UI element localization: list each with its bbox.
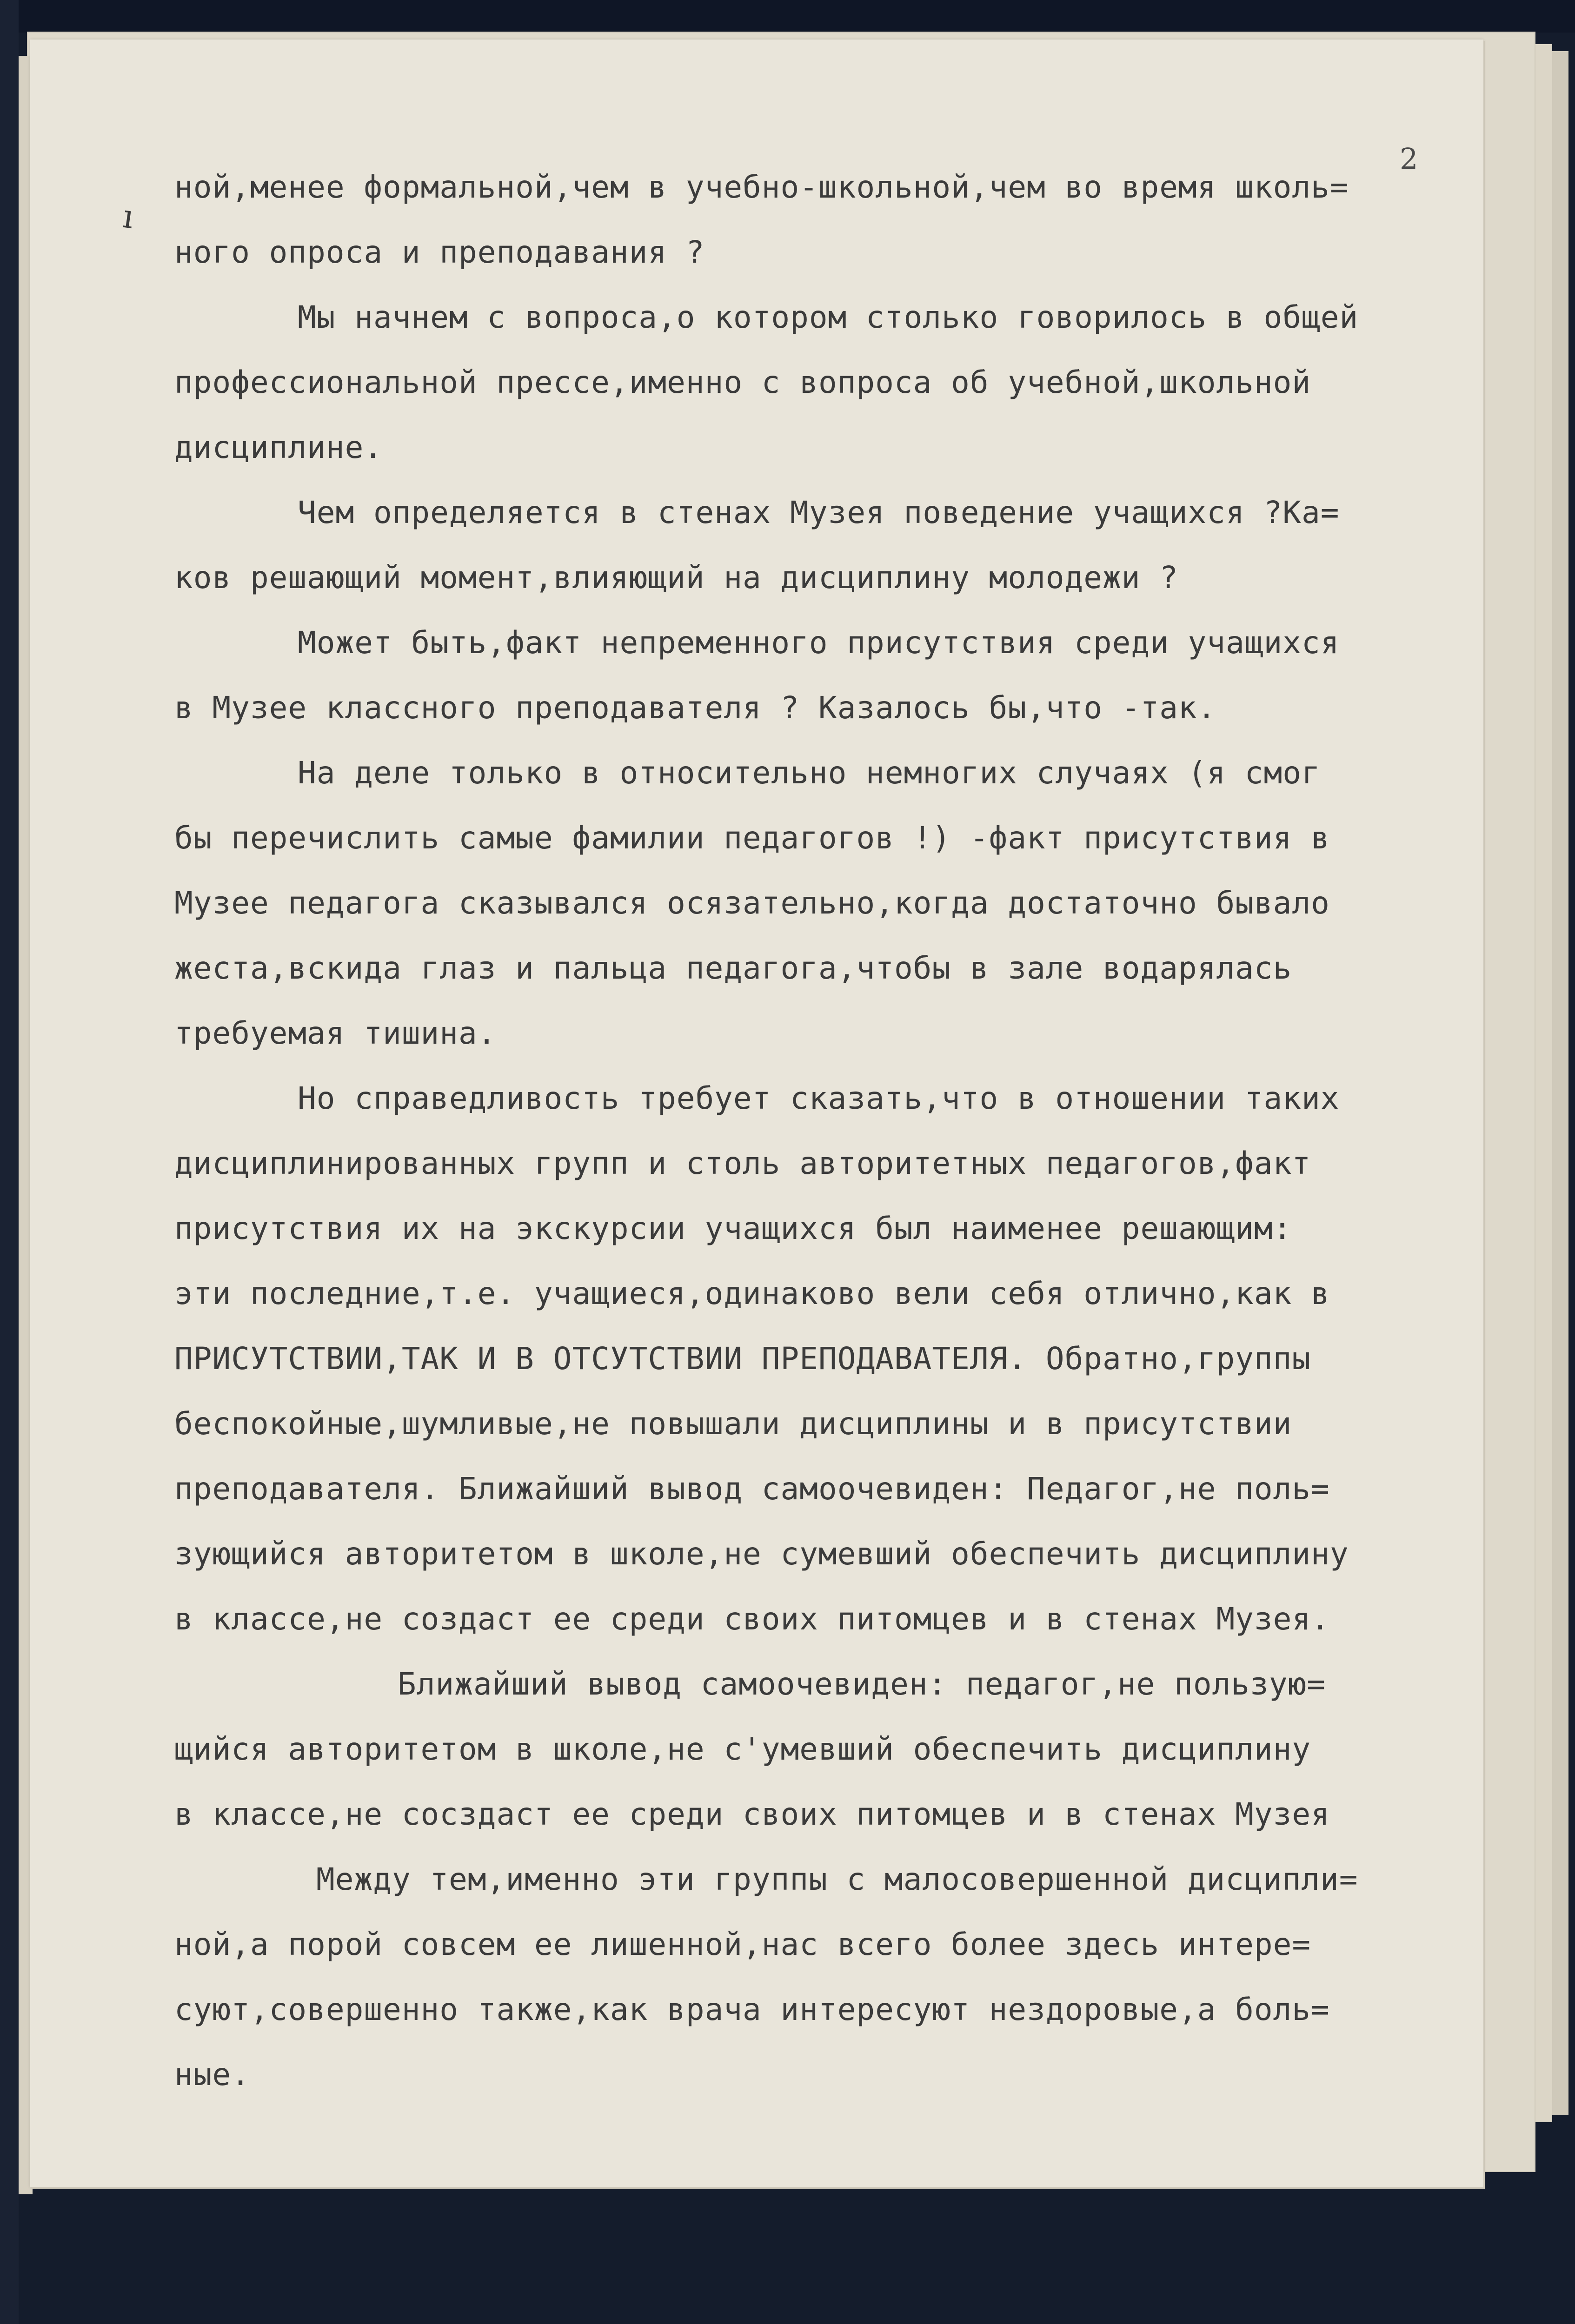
text-line: ные. [174,2057,250,2092]
text-line: Мы начнем с вопроса,о котором столько говорилось в общей [298,299,1359,335]
text-line: жеста,вскида глаз и пальца педагога,чтобы в зале водарялась [174,950,1292,986]
text-line: присутствия их на экскурсии учащихся был наименее решающим: [174,1211,1292,1246]
text-line: зующийся авторитетом в школе,не сумевший обеспечить дисциплину [174,1536,1349,1572]
text-line: дисциплине. [174,430,383,465]
text-line: эти последние,т.е. учащиеся,одинаково вели себя отлично,как в [174,1276,1330,1311]
text-line: Но справедливость требует сказать,что в отношении таких [298,1080,1340,1116]
text-line: бы перечислить самые фамилии педагогов !) -факт присутствия в [174,820,1330,856]
text-line: Музее педагога сказывался осязательно,когда достаточно бывало [174,885,1330,921]
text-line: ного опроса и преподавания ? [174,234,705,270]
text-line: преподавателя. Ближайший вывод самоочевиден: Педагог,не поль= [174,1471,1330,1507]
text-line: щийся авторитетом в школе,не с'умевший обеспечить дисциплину [174,1731,1311,1767]
text-line: Чем определяется в стенах Музея поведение учащихся ?Ка= [298,495,1340,530]
text-line: Ближайший вывод самоочевиден: педагог,не пользую= [398,1666,1326,1702]
text-line: в Музее классного преподавателя ? Казалось бы,что -так. [174,690,1216,726]
text-line: профессиональной прессе,именно с вопроса об учебной,школьной [174,364,1311,400]
text-line: ной,менее формальной,чем в учебно-школьной,чем во время школь= [174,169,1349,205]
text-line: На деле только в относительно немногих случаях (я смог [298,755,1321,791]
text-line: дисциплинированных групп и столь авторитетных педагогов,факт [174,1145,1311,1181]
margin-mark: ı [120,197,136,237]
page-number: 2 [1400,142,1418,176]
text-line: Может быть,факт непременного присутствия среди учащихся [298,625,1340,661]
backdrop-left [0,0,19,2324]
backdrop-top [0,0,1575,33]
text-line: в классе,не создаст ее среди своих питомцев и в стенах Музея. [174,1601,1330,1637]
text-line: ков решающий момент,влияющий на дисциплину молодежи ? [174,560,1178,596]
text-line: в классе,не сосздаст ее среди своих питомцев и в стенах Музея [174,1796,1330,1832]
text-line: Между тем,именно эти группы с малосовершенной дисципли= [316,1861,1358,1897]
text-line: ной,а порой совсем ее лишенной,нас всего более здесь интере= [174,1927,1311,1962]
text-line: беспокойные,шумливые,не повышали дисциплины и в присутствии [174,1406,1292,1442]
typewritten-page [30,40,1483,2187]
text-line: суют,совершенно также,как врача интересуют нездоровые,а боль= [174,1992,1330,2027]
text-line: ПРИСУТСТВИИ,ТАК И В ОТСУТСТВИИ ПРЕПОДАВАТЕЛЯ. Обратно,группы [174,1341,1311,1377]
text-line: требуемая тишина. [174,1015,497,1051]
